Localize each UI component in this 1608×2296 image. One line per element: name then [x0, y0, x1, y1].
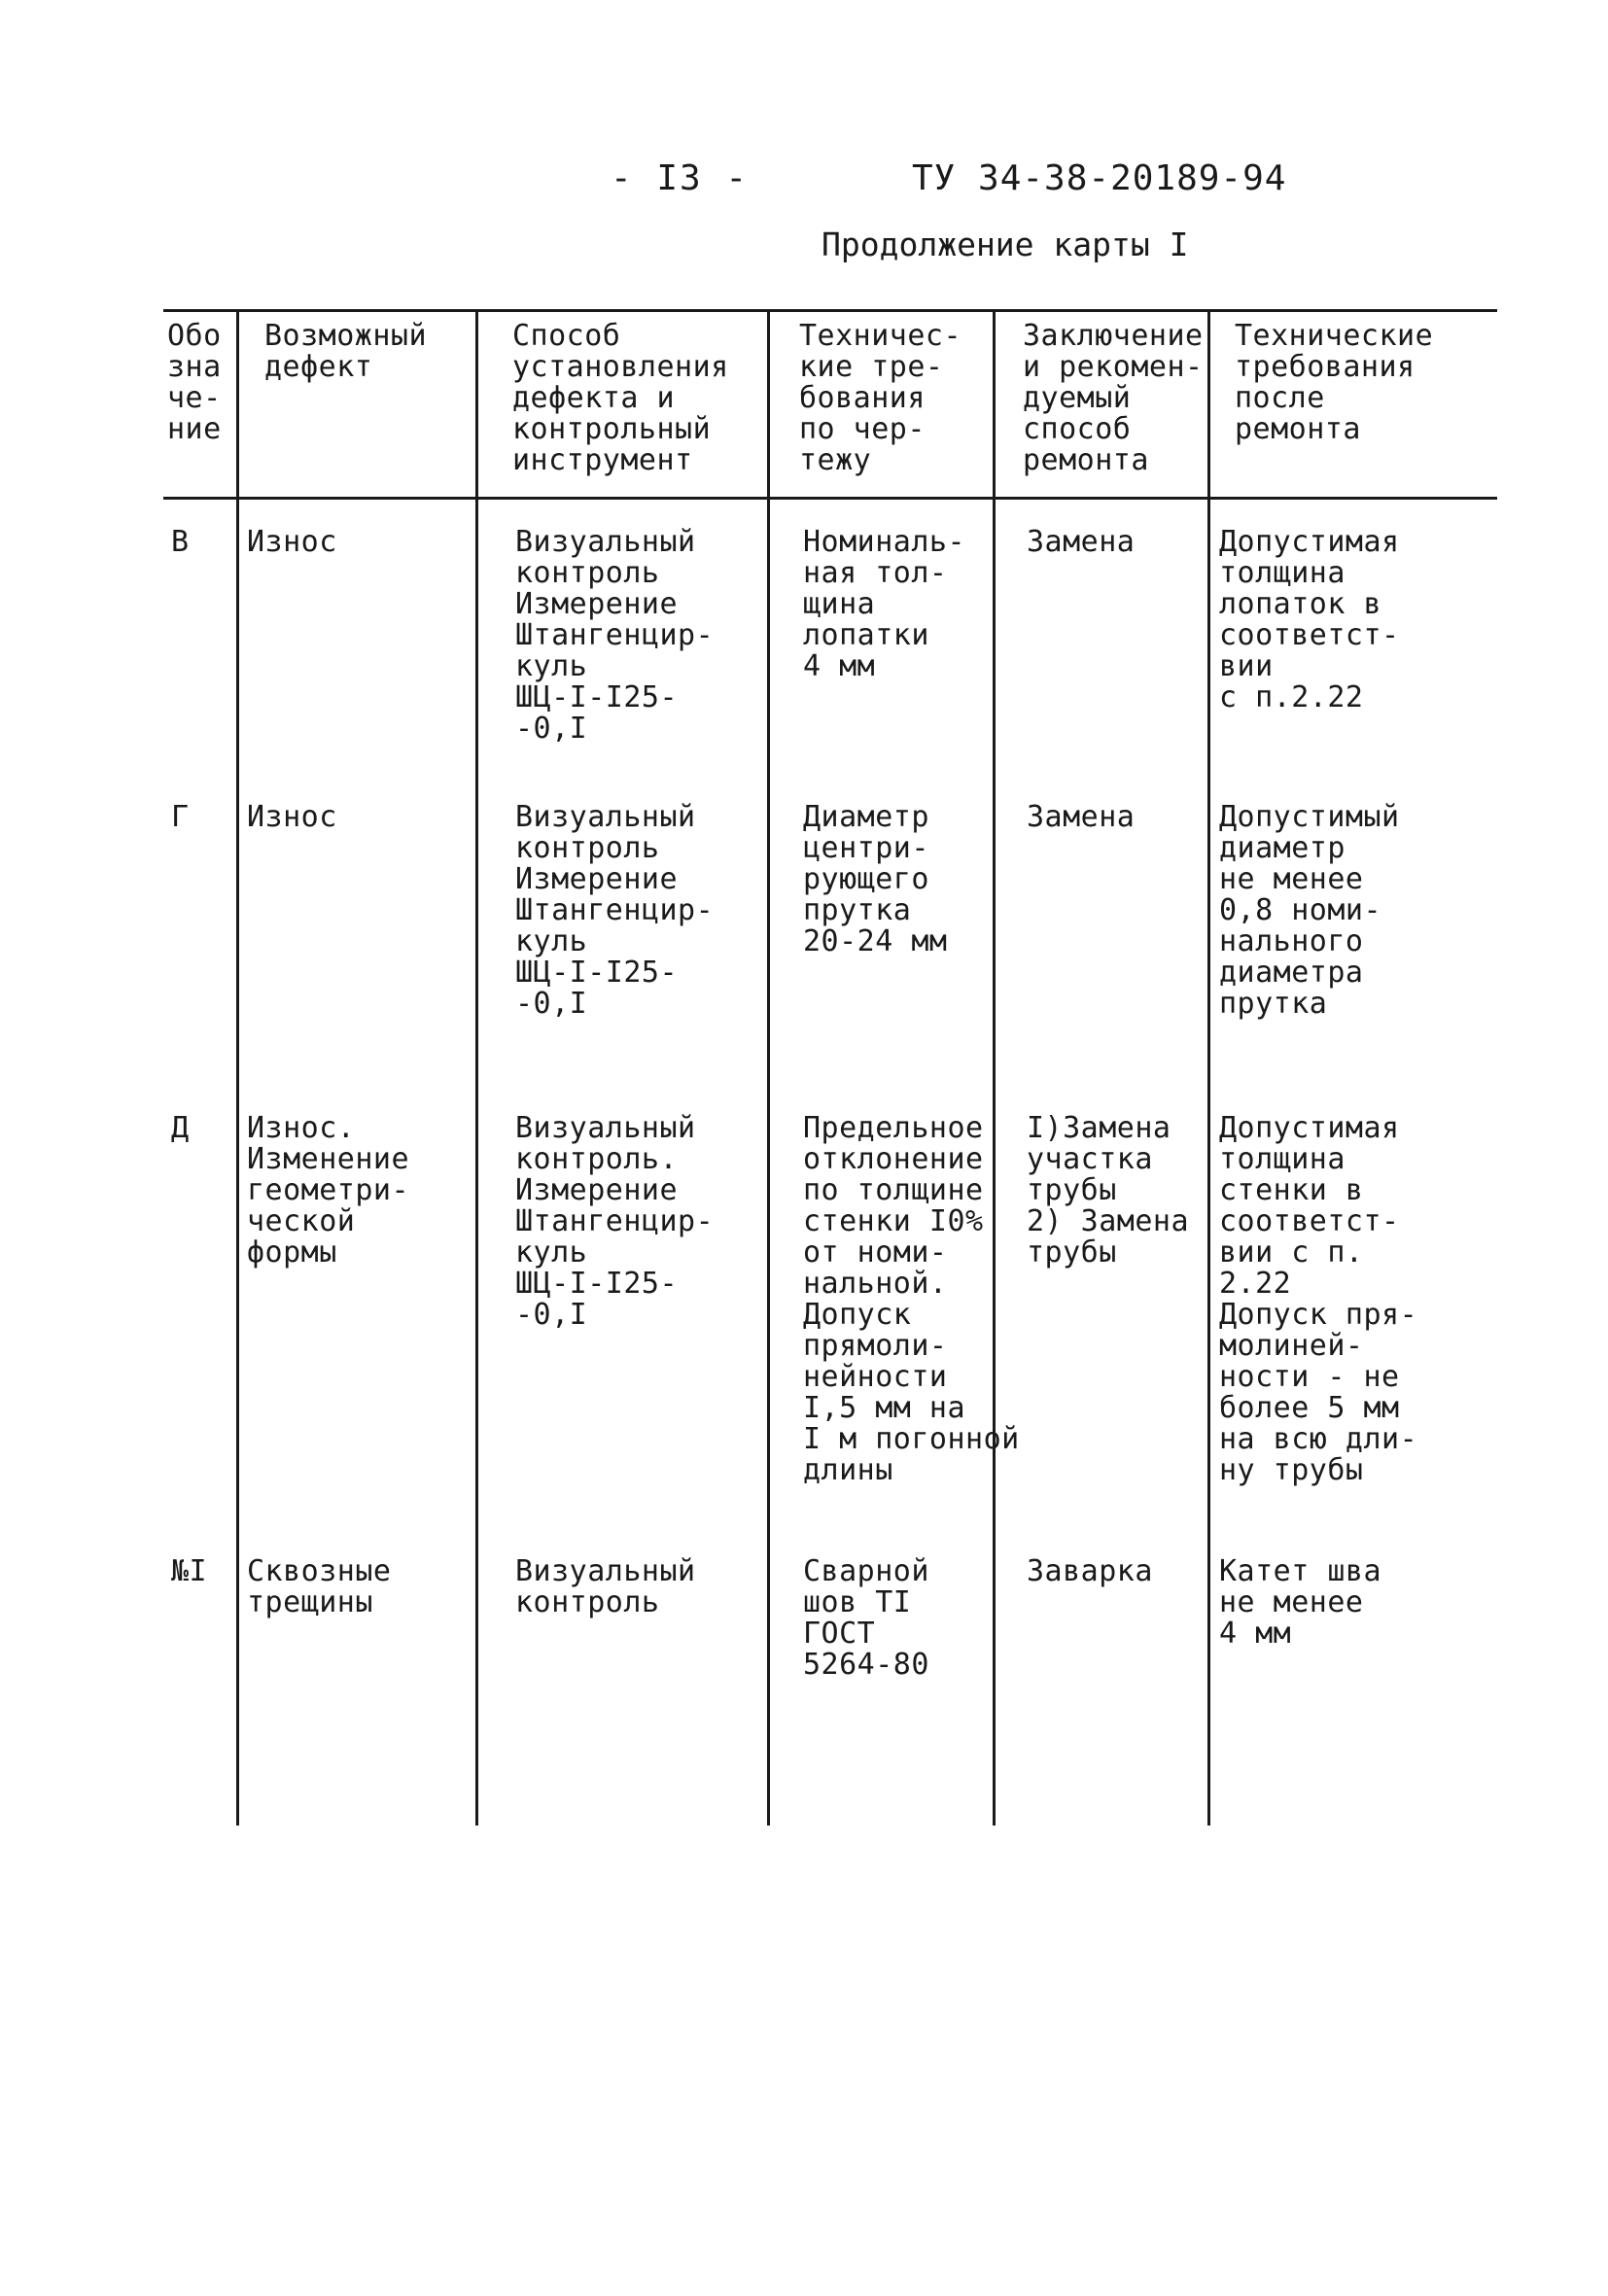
row-defect: Износ. Изменение геометри- ческой формы — [247, 1111, 410, 1270]
row-method: Визуальный контроль — [515, 1554, 696, 1619]
column-divider — [236, 309, 239, 1826]
row-conclusion: Заварка — [1027, 1554, 1153, 1588]
column-divider — [475, 309, 478, 1826]
column-divider — [767, 309, 770, 1826]
column-header-tech-requirements: Техничес- кие тре- бования по чер- тежу — [799, 319, 962, 477]
row-after-repair: Допустимый диаметр не менее 0,8 номи- нального диаметра прутка — [1219, 800, 1400, 1021]
table-top-rule — [163, 309, 1497, 312]
row-conclusion: Замена — [1027, 525, 1136, 559]
row-tech-requirements: Диаметр центри- рующего прутка 20-24 мм — [803, 800, 948, 958]
row-after-repair: Катет шва не менее 4 мм — [1219, 1554, 1382, 1651]
row-method: Визуальный контроль Измерение Штангенцир- куль ШЦ-I-I25- -0,I — [515, 800, 715, 1021]
row-method: Визуальный контроль Измерение Штангенцир- куль ШЦ-I-I25- -0,I — [515, 525, 715, 746]
row-defect: Износ — [247, 800, 337, 834]
column-header-designation: Обо зна че- ние — [167, 319, 222, 446]
row-conclusion: I)Замена участка трубы 2) Замена трубы — [1027, 1111, 1190, 1270]
column-header-defect: Возможный дефект — [264, 319, 428, 384]
column-divider — [993, 309, 996, 1826]
row-defect: Сквозные трещины — [247, 1554, 392, 1619]
row-designation: Г — [171, 800, 190, 834]
row-tech-requirements: Номиналь- ная тол- щина лопатки 4 мм — [803, 525, 966, 683]
continuation-title: Продолжение карты I — [821, 226, 1189, 263]
document-code: ТУ 34-38-20189-94 — [912, 158, 1287, 198]
row-after-repair: Допустимая толщина стенки в соответст- вии с п. 2.22 Допуск пря- молиней- ности - не более 5 мм на всю дли- ну трубы — [1219, 1111, 1418, 1487]
row-designation: В — [171, 525, 190, 559]
row-designation: Д — [171, 1111, 190, 1145]
row-tech-requirements: Предельное отклонение по толщине стенки I0% от номи- нальной. Допуск прямоли- нейности I,5 мм на I м погонной длины — [803, 1111, 1020, 1487]
page-number: - I3 - — [611, 158, 750, 198]
column-divider — [1207, 309, 1210, 1826]
row-tech-requirements: Сварной шов TI ГОСТ 5264-80 — [803, 1554, 929, 1682]
row-method: Визуальный контроль. Измерение Штангенцир- куль ШЦ-I-I25- -0,I — [515, 1111, 715, 1332]
row-designation: №I — [171, 1554, 208, 1588]
column-header-after-repair: Технические требования после ремонта — [1235, 319, 1434, 446]
row-defect: Износ — [247, 525, 337, 559]
column-header-method: Способ установления дефекта и контрольный инструмент — [512, 319, 729, 477]
header-bottom-rule — [163, 497, 1497, 500]
row-conclusion: Замена — [1027, 800, 1136, 834]
row-after-repair: Допустимая толщина лопаток в соответст- вии с п.2.22 — [1219, 525, 1400, 714]
column-header-conclusion: Заключение и рекомен- дуемый способ ремонта — [1023, 319, 1204, 477]
